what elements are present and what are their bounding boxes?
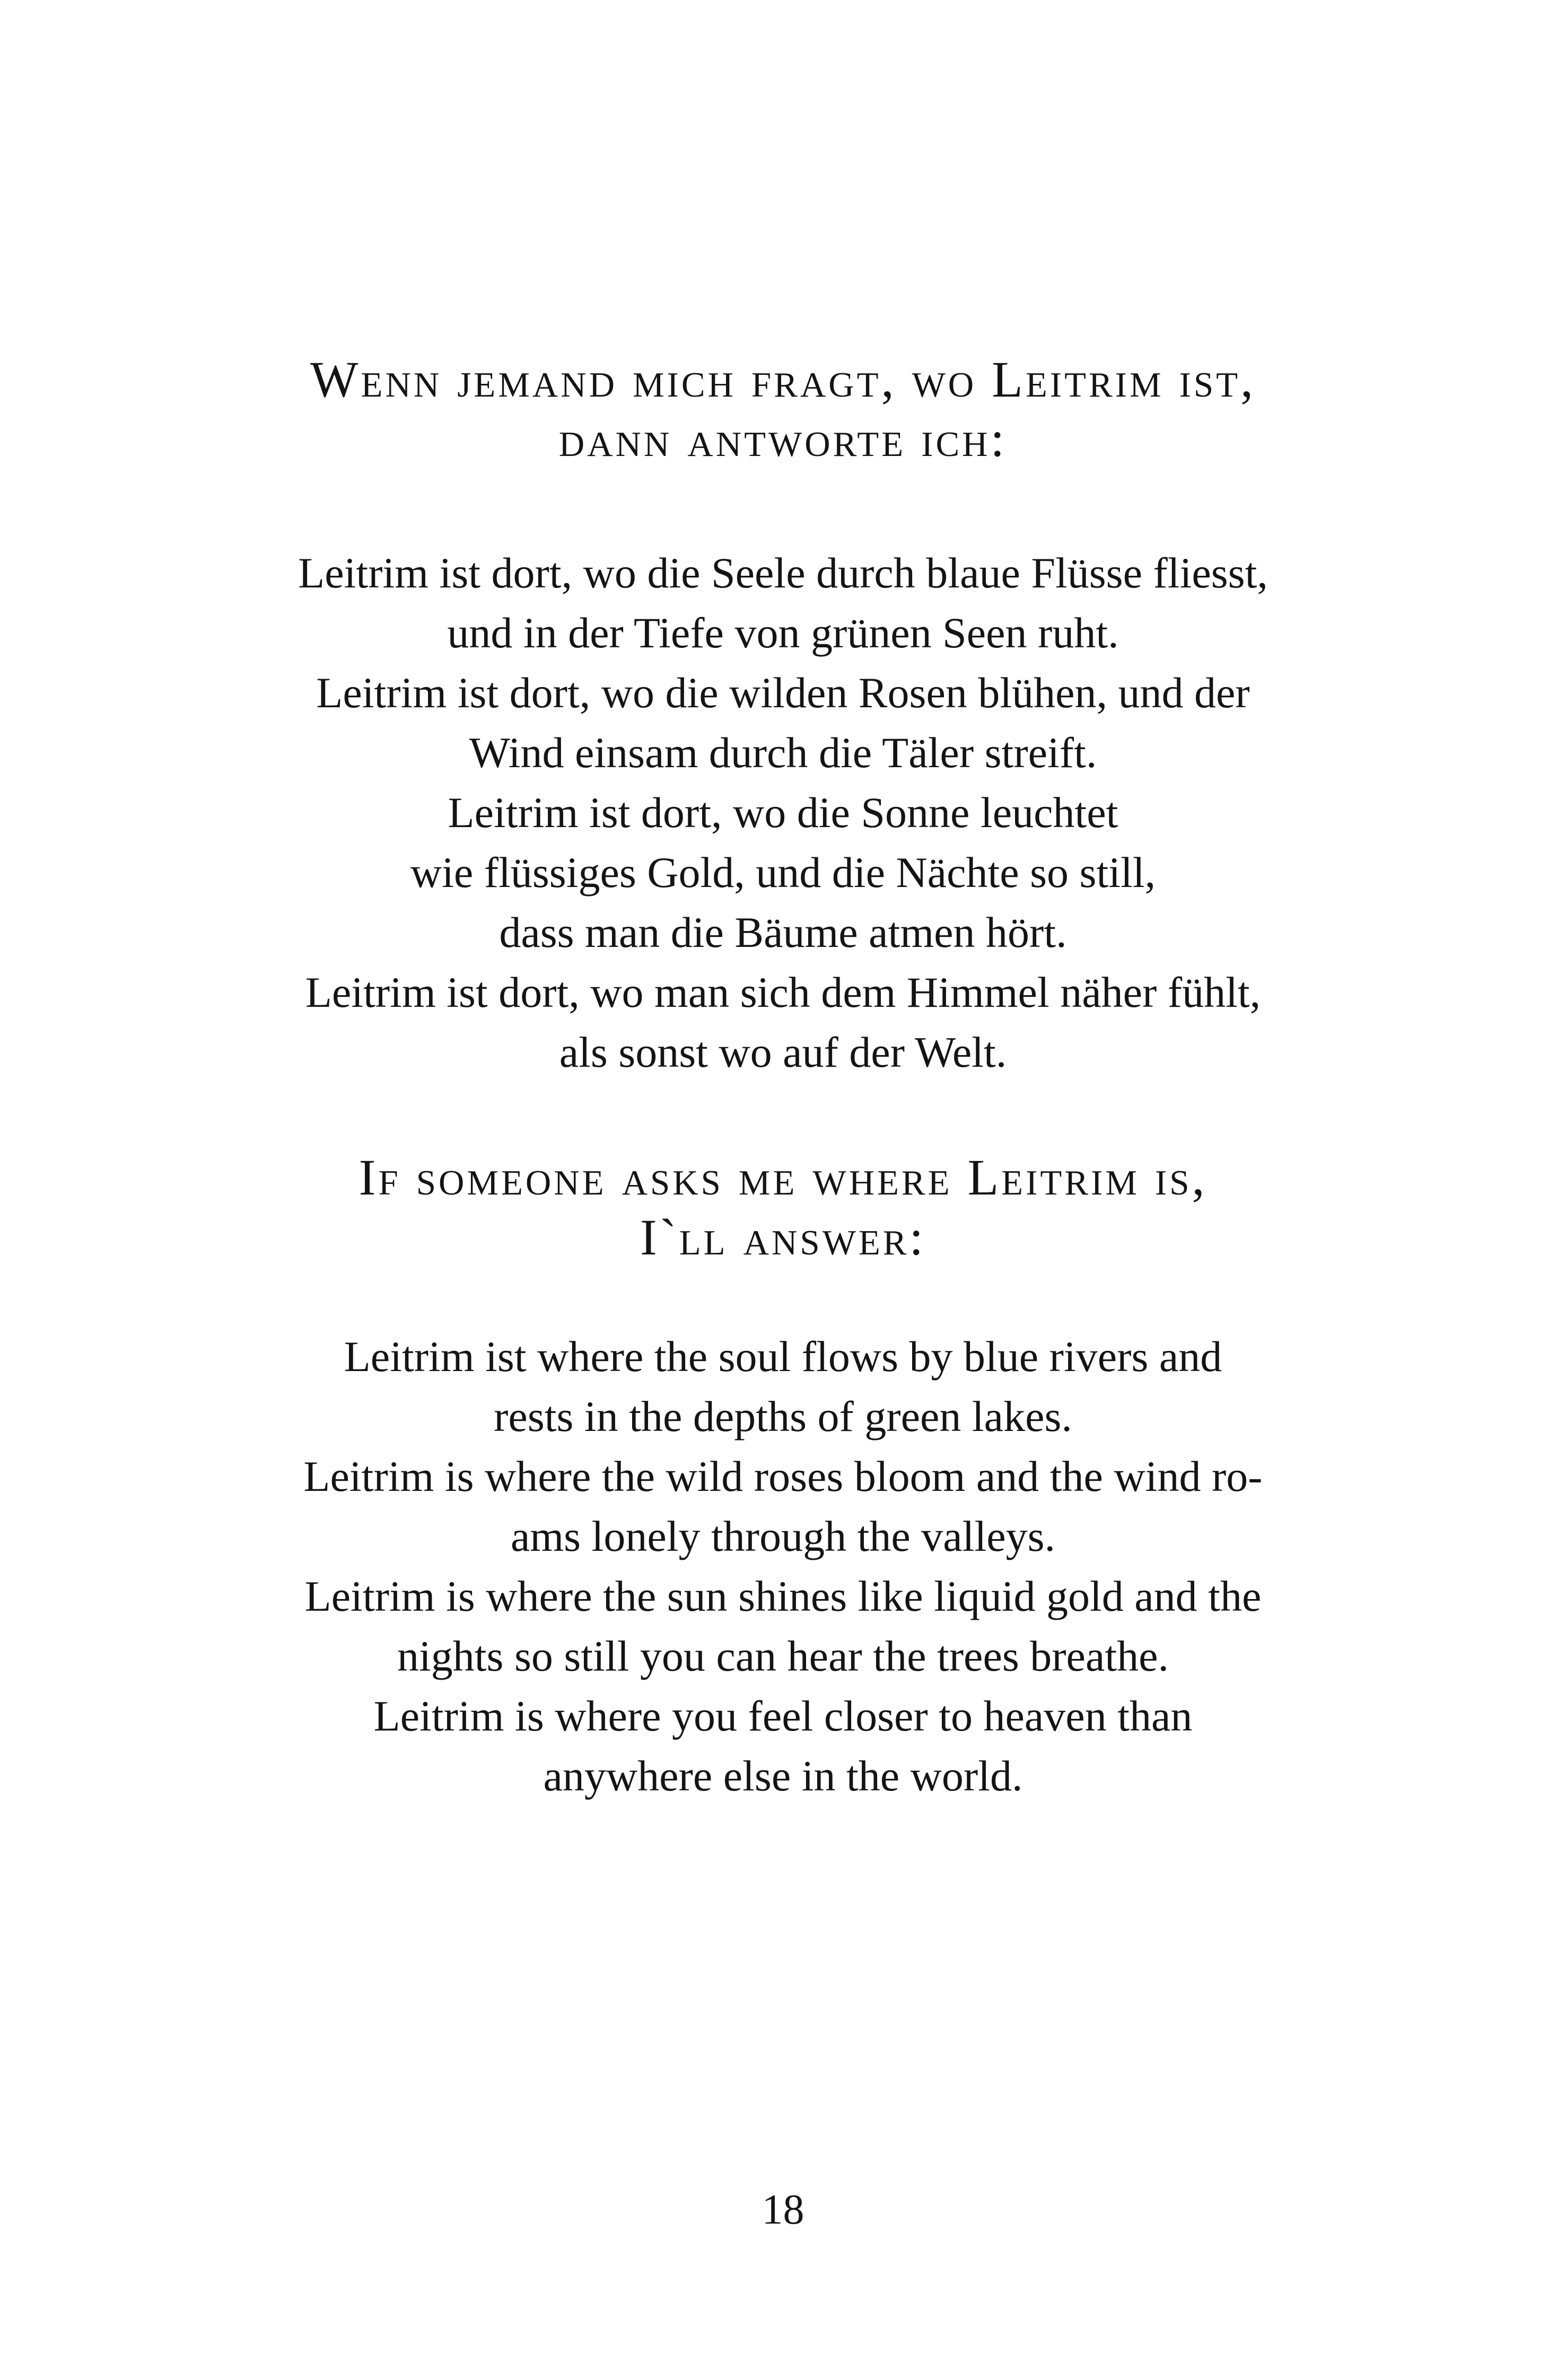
english-line: Leitrim is where you feel closer to heaven than — [373, 1692, 1193, 1740]
german-line: und in der Tiefe von grünen Seen ruht. — [447, 609, 1119, 657]
english-line: Leitrim is where the wild roses bloom and the wind ro- — [303, 1452, 1263, 1500]
english-line: anywhere else in the world. — [543, 1752, 1023, 1800]
german-line: Leitrim ist dort, wo die Seele durch blaue Flüsse fliesst, — [298, 549, 1268, 597]
english-heading-line-1: If someone asks me where Leitrim is, — [358, 1149, 1208, 1206]
english-line: Leitrim ist where the soul flows by blue rivers and — [344, 1332, 1222, 1381]
english-heading-line-2: I`ll answer: — [640, 1209, 926, 1266]
english-line: rests in the depths of green lakes. — [494, 1392, 1072, 1441]
german-line: als sonst wo auf der Welt. — [559, 1028, 1007, 1076]
german-line: dass man die Bäume atmen hört. — [499, 908, 1067, 956]
german-line: Leitrim ist dort, wo die wilden Rosen blühen, und der — [316, 669, 1250, 717]
english-line: Leitrim is where the sun shines like liquid gold and the — [304, 1572, 1262, 1620]
german-line: Leitrim ist dort, wo die Sonne leuchtet — [448, 788, 1118, 837]
german-line: wie flüssiges Gold, und die Nächte so still, — [410, 848, 1156, 897]
german-line: Wind einsam durch die Täler streift. — [469, 728, 1097, 777]
english-line: ams lonely through the valleys. — [510, 1512, 1056, 1560]
german-heading-line-2: dann antworte ich: — [558, 410, 1008, 467]
german-line: Leitrim ist dort, wo man sich dem Himmel näher fühlt, — [305, 968, 1261, 1016]
german-heading-line-1: Wenn jemand mich fragt, wo Leitrim ist, — [310, 351, 1256, 408]
page-number: 18 — [762, 2186, 804, 2233]
english-line: nights so still you can hear the trees breathe. — [397, 1632, 1169, 1680]
